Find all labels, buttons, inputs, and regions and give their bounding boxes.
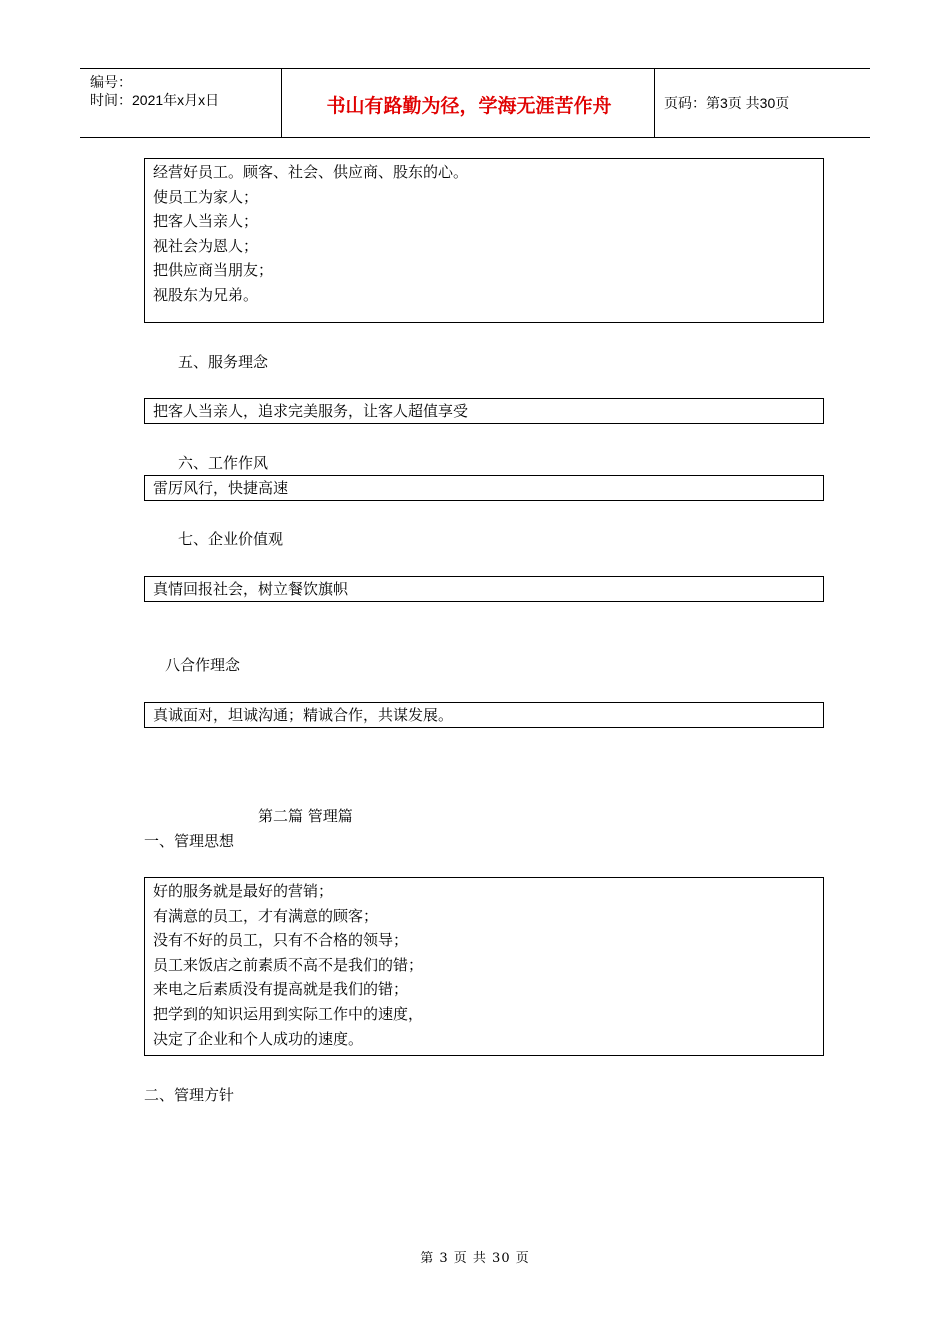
corporate-values-text: 真情回报社会，树立餐饮旗帜 xyxy=(153,580,349,598)
management-policy-heading: 二、管理方针 xyxy=(144,1086,235,1104)
corporate-values-heading: 七、企业价值观 xyxy=(178,530,284,548)
page-footer: 第 3 页 共 30 页 xyxy=(420,1251,530,1266)
text-line: 好的服务就是最好的营销； xyxy=(153,882,334,900)
work-style-text: 雷厉风行，快捷高速 xyxy=(153,479,289,497)
work-style-box xyxy=(144,475,824,501)
cooperation-concept-text: 真诚面对，坦诚沟通；精诚合作，共谋发展。 xyxy=(153,706,454,724)
header-motto: 书山有路勤为径，学海无涯苦作舟 xyxy=(326,95,612,117)
text-line: 员工来饭店之前素质不高不是我们的错； xyxy=(153,955,424,974)
document-number-label: 编号： xyxy=(90,74,132,90)
work-style-heading: 六、工作作风 xyxy=(178,454,269,472)
text-line: 来电之后素质没有提高就是我们的错； xyxy=(153,980,409,999)
people-principles-box xyxy=(144,158,824,323)
text-line: 把客人当亲人； xyxy=(153,212,259,231)
document-date: 时间：2021年x月x日 xyxy=(90,92,220,108)
management-thought-heading: 一、管理思想 xyxy=(144,832,235,850)
service-concept-box xyxy=(144,398,824,424)
management-thought-box xyxy=(144,877,824,1056)
corporate-values-box xyxy=(144,576,824,602)
text-line: 把学到的知识运用到实际工作中的速度， xyxy=(153,1004,424,1023)
part-two-title: 第二篇 管理篇 xyxy=(258,807,353,825)
text-line: 使员工为家人； xyxy=(153,187,259,206)
header-meta xyxy=(90,73,219,109)
text-line: 没有不好的员工，只有不合格的领导； xyxy=(153,931,409,950)
text-line: 经营好员工。顾客、社会、供应商、股东的心。 xyxy=(153,163,469,181)
header-divider xyxy=(281,69,282,137)
cooperation-concept-box xyxy=(144,702,824,728)
cooperation-concept-heading: 八合作理念 xyxy=(165,656,241,674)
text-line: 有满意的员工，才有满意的顾客； xyxy=(153,906,379,925)
text-line: 视社会为恩人； xyxy=(153,236,259,255)
service-concept-text: 把客人当亲人，追求完美服务，让客人超值享受 xyxy=(153,402,469,420)
text-line: 把供应商当朋友； xyxy=(153,261,274,280)
text-line: 决定了企业和个人成功的速度。 xyxy=(153,1029,364,1048)
text-line: 视股东为兄弟。 xyxy=(153,285,259,304)
header-page-info: 页码：第3页 共30页 xyxy=(664,95,790,111)
page-header xyxy=(80,68,870,138)
service-concept-heading: 五、服务理念 xyxy=(178,353,269,371)
